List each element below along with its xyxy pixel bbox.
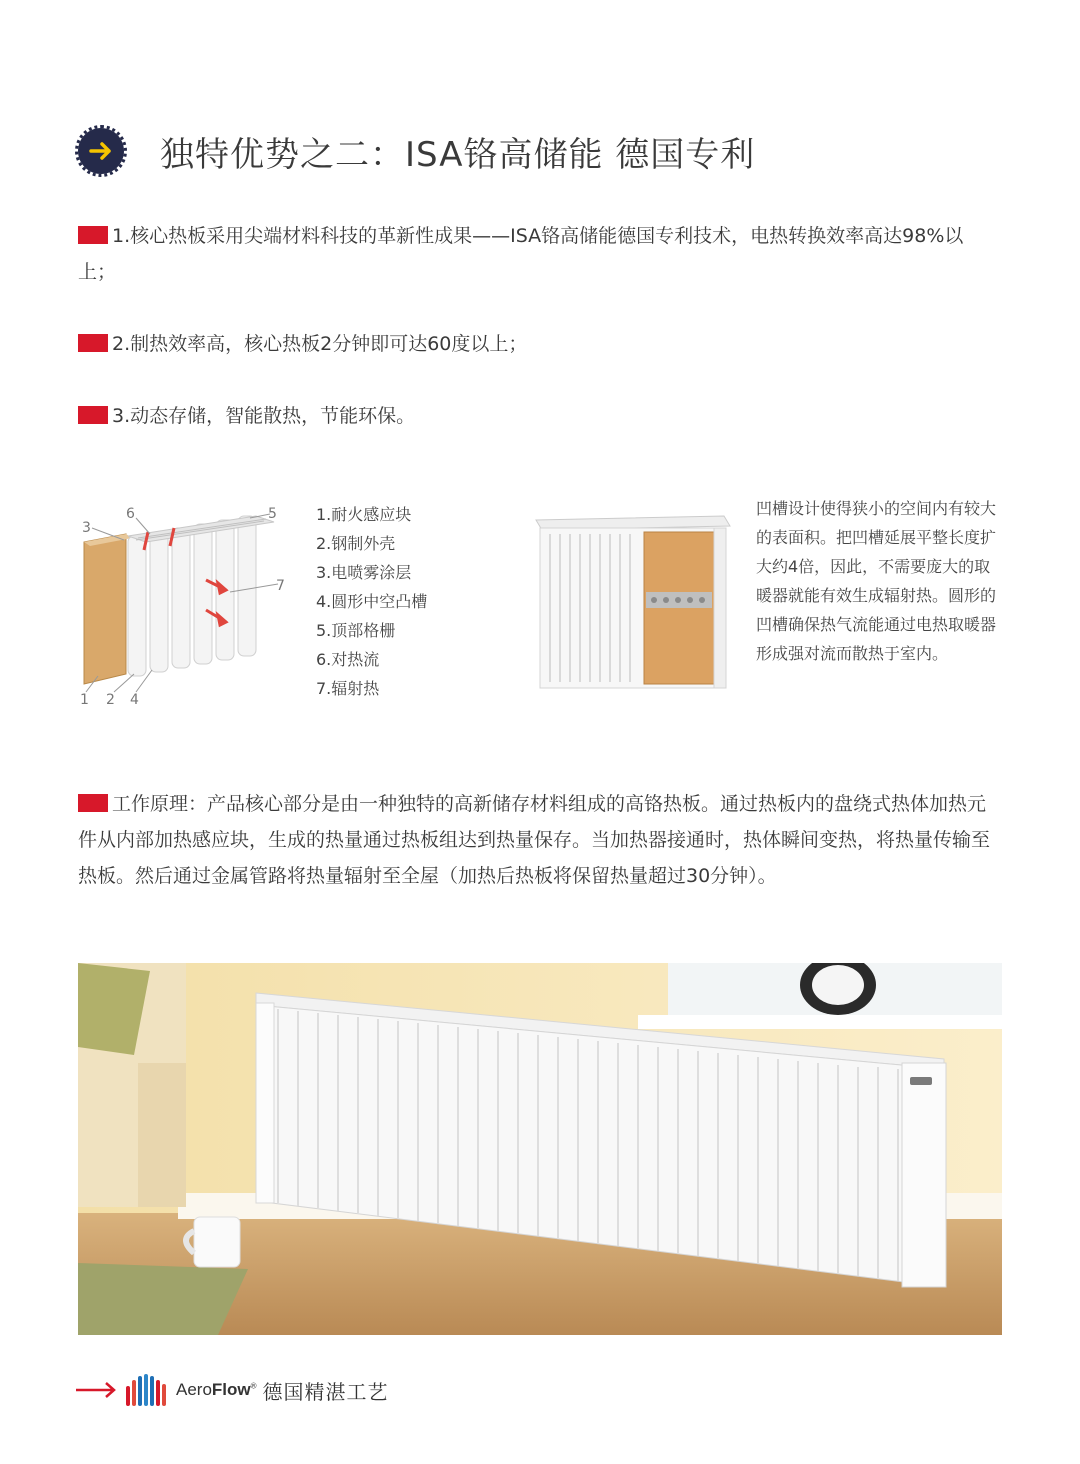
aeroflow-logo-icon [126,1374,166,1406]
callout-7: 7 [276,578,285,594]
footer-arrow-icon [76,1380,118,1400]
feature-2 [78,326,998,362]
registered-mark: ® [250,1381,257,1391]
feature-1 [78,218,998,290]
brand-bold: Flow [211,1380,251,1399]
red-square-bullet [78,226,108,244]
callout-1: 1 [80,692,89,708]
component-legend [316,500,427,703]
callout-2: 2 [106,692,115,708]
arrow-right-glyph [87,137,115,165]
legend-item: 7.辐射热 [316,679,380,698]
brand-prefix: Aero [176,1380,212,1399]
radiator-panel-diagram [534,512,734,698]
legend-item: 3.电喷雾涂层 [316,563,412,582]
brand-name [176,1380,257,1400]
callout-3: 3 [82,520,91,536]
arrow-right-icon [78,128,124,174]
working-principle-text: 工作原理：产品核心部分是由一种独特的高新储存材料组成的高铬热板。通过热板内的盘绕式热体加热元件从内部加热感应块，生成的热量通过热板组达到热量保存。当加热器接通时，热体瞬间变热，将热量传输至热板。然后通过金属管路将热量辐射至全屋（加热后热板将保留热量超过30分钟）。 [78,793,991,887]
feature-1-text: 1.核心热板采用尖端材料科技的革新性成果——ISA铬高储能德国专利技术，电热转换效率高达98%以上； [78,225,964,283]
callout-6: 6 [126,506,135,522]
red-square-bullet [78,334,108,352]
brand-tagline: 德国精湛工艺 [262,1379,389,1404]
callout-4: 4 [130,692,139,708]
radiator-room-photo [78,963,1002,1335]
feature-3-text: 3.动态存储，智能散热，节能环保。 [112,405,416,427]
legend-item: 4.圆形中空凸槽 [316,592,428,611]
footer-brand [76,1370,389,1410]
callout-5: 5 [268,506,277,522]
section-header [78,126,755,176]
legend-item: 6.对热流 [316,650,380,669]
page-title: 独特优势之二：ISA铬高储能 德国专利 [160,134,756,175]
feature-3 [78,398,998,434]
feature-2-text: 2.制热效率高，核心热板2分钟即可达60度以上； [112,333,528,355]
radiator-cutaway-diagram [78,498,292,730]
red-square-bullet [78,794,108,812]
red-square-bullet [78,406,108,424]
legend-item: 1.耐火感应块 [316,505,412,524]
legend-item: 2.钢制外壳 [316,534,396,553]
working-principle [78,786,998,894]
legend-item: 5.顶部格栅 [316,621,396,640]
groove-description: 凹槽设计使得狭小的空间内有较大的表面积。把凹槽延展平整长度扩大约4倍，因此，不需要庞大的取暖器就能有效生成辐射热。圆形的凹槽确保热气流能通过电热取暖器形成强对流而散热于室内。 [756,499,997,663]
